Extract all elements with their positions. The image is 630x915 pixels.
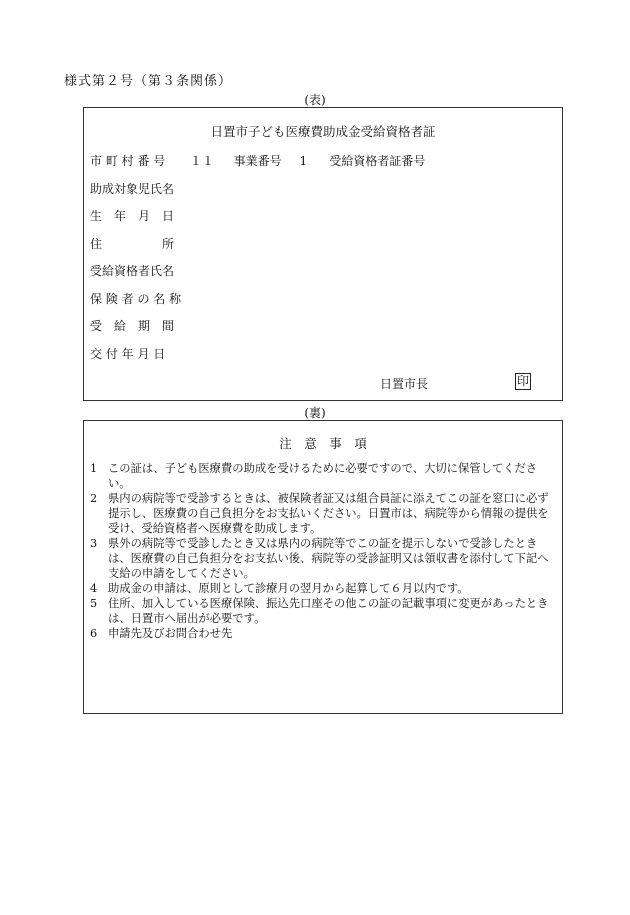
- field-issue-date: 交 付 年 月 日: [90, 347, 166, 361]
- certificate-front: [83, 107, 563, 401]
- note-item: [90, 461, 556, 491]
- certificate-title: 日置市子ども医療費助成金受給資格者証: [210, 124, 436, 139]
- field-birth-date: 生 年 月 日: [90, 209, 175, 223]
- notes-title: 注 意 事 項: [279, 436, 367, 451]
- notes-list: [90, 461, 556, 641]
- certificate-back: [83, 420, 563, 714]
- front-side-label: (表): [304, 93, 326, 107]
- note-item: [90, 536, 556, 581]
- municipality-number-label: 市 町 村 番 号: [90, 154, 166, 168]
- note-text: 申請先及びお問合わせ先: [108, 627, 233, 640]
- note-number: 3: [90, 537, 98, 550]
- business-number: 1: [299, 154, 308, 168]
- field-child-name: 助成対象児氏名: [90, 182, 175, 196]
- certificate-number-label: 受給資格者証番号: [329, 154, 426, 168]
- field-address: 住 所: [90, 237, 175, 251]
- note-text: 住所、加入している医療保険、振込先口座その他この証の記載事項に変更があったときは、日置市へ届出が必要です。: [108, 597, 549, 625]
- business-number-label: 事業番号: [233, 154, 282, 168]
- numbers-row: [90, 152, 425, 169]
- field-recipient-name: 受給資格者氏名: [90, 264, 175, 278]
- note-number: 6: [90, 627, 98, 640]
- municipality-number: １１: [189, 154, 214, 168]
- note-item: [90, 491, 556, 536]
- field-benefit-period: 受 給 期 間: [90, 319, 175, 333]
- seal-mark: 印: [517, 374, 530, 388]
- note-number: 5: [90, 597, 98, 610]
- note-text: 助成金の申請は、原則として診療月の翌月から起算して６月以内です。: [108, 582, 469, 595]
- note-text: この証は、子ども医療費の助成を受けるために必要ですので、大切に保管してください。: [108, 462, 538, 490]
- back-side-label: (裏): [304, 406, 326, 420]
- note-text: 県内の病院等で受診するときは、被保険者証又は組合員証に添えてこの証を窓口に必ず提示し、医療費の自己負担分をお支払いください。日置市は、病院等から情報の提供を受け、受給資格者へ医療費を助成します。: [108, 492, 549, 535]
- note-item: [90, 581, 556, 596]
- note-number: 4: [90, 582, 98, 595]
- mayor-label: 日置市長: [380, 377, 429, 391]
- note-item: [90, 596, 556, 626]
- note-number: 2: [90, 492, 98, 505]
- field-insurer-name: 保 険 者 の 名 称: [90, 292, 182, 306]
- note-text: 県外の病院等で受診したとき又は県内の病院等でこの証を提示しないで受診したときは、医療費の自己負担分をお支払い後、病院等の受診証明又は領収書を添付して下記へ支給の申請をしてください。: [108, 537, 549, 580]
- note-number: 1: [90, 462, 98, 475]
- form-number-label: 様式第２号（第３条関係）: [64, 74, 233, 89]
- note-item: [90, 626, 556, 641]
